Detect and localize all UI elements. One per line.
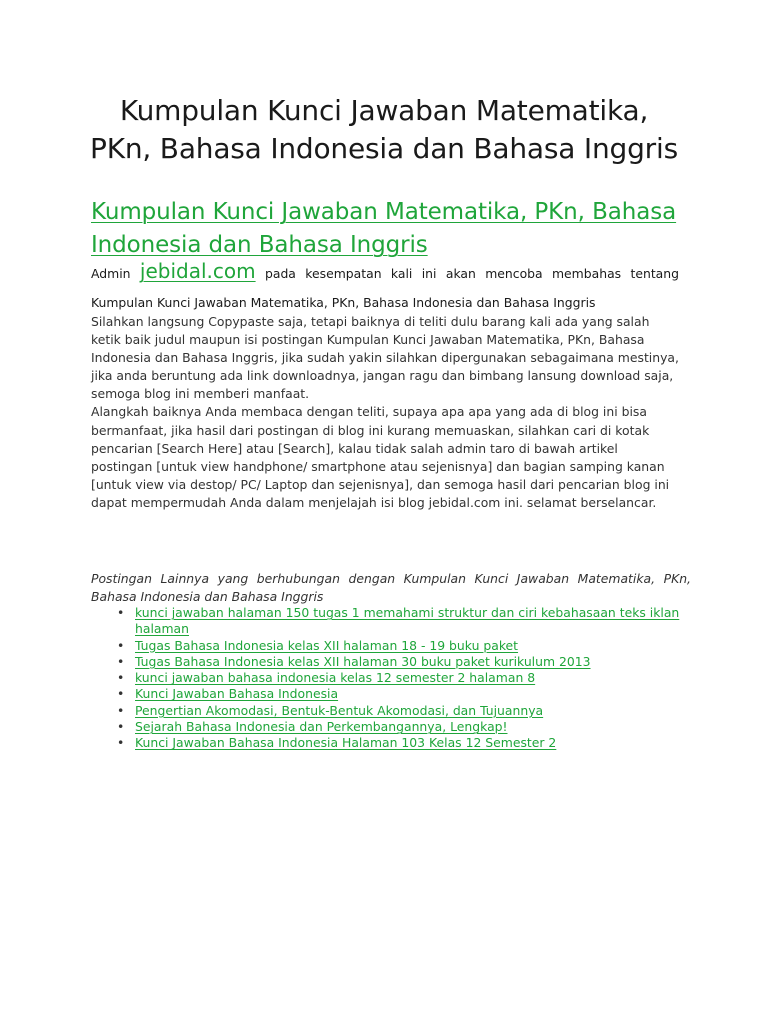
post-body (91, 313, 691, 512)
related-post-link[interactable]: Tugas Bahasa Indonesia kelas XII halaman 30 buku paket kurikulum 2013 (135, 653, 591, 669)
list-item (117, 702, 691, 719)
intro-line (91, 259, 679, 283)
related-post-link[interactable]: Kunci Jawaban Bahasa Indonesia (135, 686, 339, 702)
body-paragraph-1: Silahkan langsung Copypaste saja, tetapi baiknya di teliti dulu barang kali ada yang salah ketik baik judul maupun isi postingan Kumpulan Kunci Jawaban Matematika, PKn, Bahasa Indonesia dan Bahasa Inggris, jika sudah yakin silahkan dipergunakan sebagaimana mestinya, jika anda beruntung ada link downloadnya, jangan ragu dan bimbang lansung download saja, semoga blog ini memberi manfaat. (91, 314, 679, 402)
bullet-icon: • (117, 686, 125, 702)
related-posts-list (91, 605, 691, 752)
intro-admin-label: Admin (91, 266, 131, 281)
bullet-icon: • (117, 719, 125, 735)
post-title-line2: Indonesia dan Bahasa Inggris (91, 232, 428, 258)
list-item (117, 719, 691, 735)
related-post-link[interactable]: Tugas Bahasa Indonesia kelas XII halaman 18 - 19 buku paket (135, 637, 519, 653)
post-title-line1: Kumpulan Kunci Jawaban Matematika, PKn, Bahasa (91, 199, 677, 225)
bullet-icon: • (117, 702, 125, 718)
bullet-icon: • (117, 605, 125, 620)
related-post-link[interactable]: kunci jawaban bahasa indonesia kelas 12 semester 2 halaman 8 (135, 670, 536, 686)
list-item (117, 686, 691, 702)
related-post-link[interactable]: kunci jawaban halaman 150 tugas 1 memahami struktur dan ciri kebahasaan teks iklan halaman (135, 605, 680, 637)
list-item (117, 653, 691, 670)
intro-text: pada kesempatan kali ini akan mencoba membahas tentang (264, 266, 679, 281)
related-posts-heading: Postingan Lainnya yang berhubungan dengan Kumpulan Kunci Jawaban Matematika, PKn, Bahasa Indonesia dan Bahasa Inggris (91, 571, 691, 604)
list-item (117, 670, 691, 686)
related-post-link[interactable]: Kunci Jawaban Bahasa Indonesia Halaman 103 Kelas 12 Semester 2 (135, 735, 557, 751)
bullet-icon: • (117, 653, 125, 669)
document-title-line1: Kumpulan Kunci Jawaban Matematika, (119, 94, 649, 127)
bullet-icon: • (117, 670, 125, 686)
body-paragraph-2: Alangkah baiknya Anda membaca dengan teliti, supaya apa apa yang ada di blog ini bisa bermanfaat, jika hasil dari postingan di blog ini kurang memuaskan, silahkan cari di kotak pencarian [Search Here] atau [Search], kalau tidak salah admin taro di bawah artikel postingan [untuk view handphone/ smartphone atau sejenisnya] dan bagian samping kanan [untuk view via destop/ PC/ Laptop dan sejenisnya], dan semoga hasil dari pencarian blog ini dapat mempermudah Anda dalam menjelajah isi blog jebidal.com ini. selamat berselancar. (91, 404, 670, 510)
list-item (117, 637, 691, 654)
list-item (117, 735, 691, 751)
related-post-link[interactable]: Pengertian Akomodasi, Bentuk-Bentuk Akomodasi, dan Tujuannya (135, 702, 544, 718)
related-post-link[interactable]: Sejarah Bahasa Indonesia dan Perkembangannya, Lengkap! (135, 719, 508, 735)
list-item (117, 605, 691, 638)
bullet-icon: • (117, 637, 125, 653)
document-title-line2: PKn, Bahasa Indonesia dan Bahasa Inggris (90, 132, 678, 165)
bullet-icon: • (117, 735, 125, 751)
site-link[interactable]: jebidal.com (139, 259, 256, 283)
post-title-link[interactable] (91, 196, 691, 262)
intro-topic: Kumpulan Kunci Jawaban Matematika, PKn, Bahasa Indonesia dan Bahasa Inggris (91, 295, 596, 310)
document-title (60, 92, 708, 168)
